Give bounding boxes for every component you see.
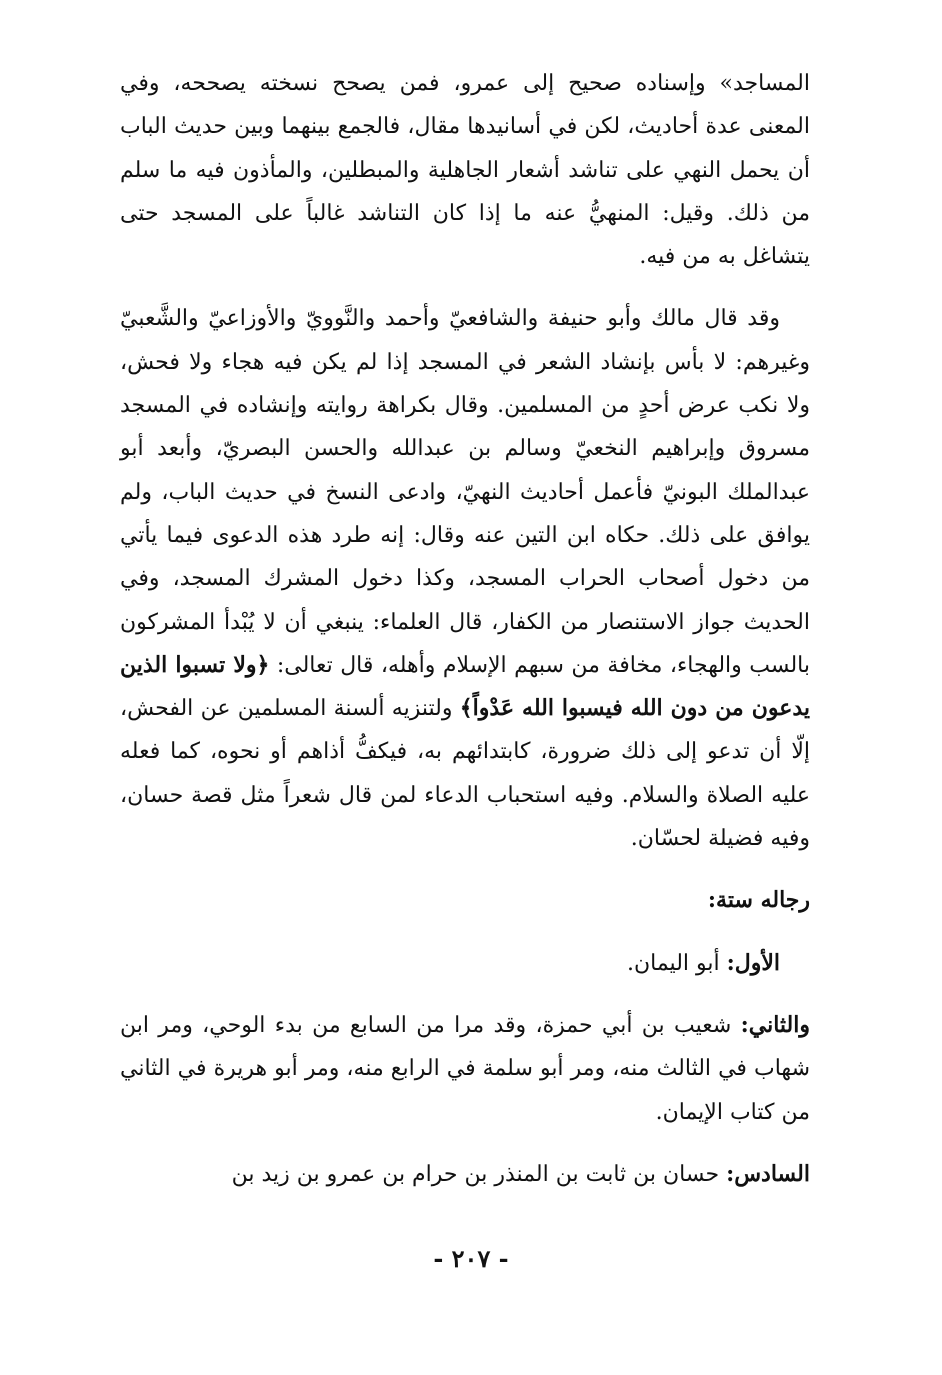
narrator-entry-sixth [120, 1153, 810, 1196]
quran-verse: ﴿ولا تسبوا الذين يدعون من دون الله فيسبوا الله عَدْواً﴾ [120, 651, 811, 722]
narrators-heading: رجاله ستة: [707, 887, 810, 914]
narrator-text: أبو اليمان. [626, 950, 727, 976]
page-number: - ٢٠٧ - [433, 1244, 509, 1273]
paragraph-text: المساجد» وإسناده صحيح إلى عمرو، فمن يصحح نسخته يصححه، وفي المعنى عدة أحاديث، لكن في أسانيدها مقال، فالجمع بينهما وبين حديث الباب أن يحمل النهي على تناشد أشعار الجاهلية والمبطلين، والمأذون فيه ما سلم من ذلك. وقيل: المنهيُّ عنه ما إذا كان التناشد غالباً على المسجد حتى يتشاغل به من فيه. [120, 71, 810, 270]
paragraph-hadith-commentary [120, 62, 810, 278]
paragraph-text-after-quran: ولتنزيه ألسنة المسلمين عن الفحش، إلّا أن تدعو إلى ذلك ضرورة، كابتدائهم به، فيكفُّ أذاهم أو نحوه، كما فعله عليه الصلاة والسلام. وفيه استحباب الدعاء لمن قال شعراً مثل قصة حسان، وفيه فضيلة لحسّان. [120, 696, 810, 852]
narrator-label: السادس: [726, 1160, 810, 1187]
narrator-text: شعيب بن أبي حمزة، وقد مرا من السابع من بدء الوحي، ومر ابن شهاب في الثالث منه، ومر أبو سلمة في الرابع منه، ومر أبو هريرة في الثاني من كتاب الإيمان. [120, 1012, 810, 1125]
narrator-entry-first [120, 942, 810, 985]
document-page [120, 62, 810, 1196]
narrator-entry-second [120, 1004, 810, 1134]
narrator-label: والثاني: [740, 1011, 810, 1038]
paragraph-text-before-quran: وقد قال مالك وأبو حنيفة والشافعيّ وأحمد والنَّوويّ والأوزاعيّ والشَّعبيّ وغيرهم: لا بأس بإنشاد الشعر في المسجد إذا لم يكن فيه هجاء ولا فحش، ولا نكب عرض أحدٍ من المسلمين. وقال بكراهة روايته وإنشاده في المسجد مسروق وإبراهيم النخعيّ وسالم بن عبدالله والحسن البصريّ، وأبعد أبو عبدالملك البونيّ فأعمل أحاديث النهيّ، وادعى النسخ في حديث الباب، ولم يوافق على ذلك. حكاه ابن التين عنه وقال: إنه طرد هذه الدعوى فيما يأتي من دخول أصحاب الحراب المسجد، وكذا دخول المشرك المسجد، وفي الحديث جواز الاستنصار من الكفار، قال العلماء: ينبغي أن لا يُبْدأ المشركون بالسب والهجاء، مخافة من سبهم الإسلام وأهله، قال تعالى: [120, 306, 811, 678]
narrator-text: حسان بن ثابت بن المنذر بن حرام بن عمرو بن زيد بن [231, 1161, 727, 1187]
paragraph-scholars-opinions [120, 297, 810, 860]
narrator-label: الأول: [726, 949, 780, 976]
